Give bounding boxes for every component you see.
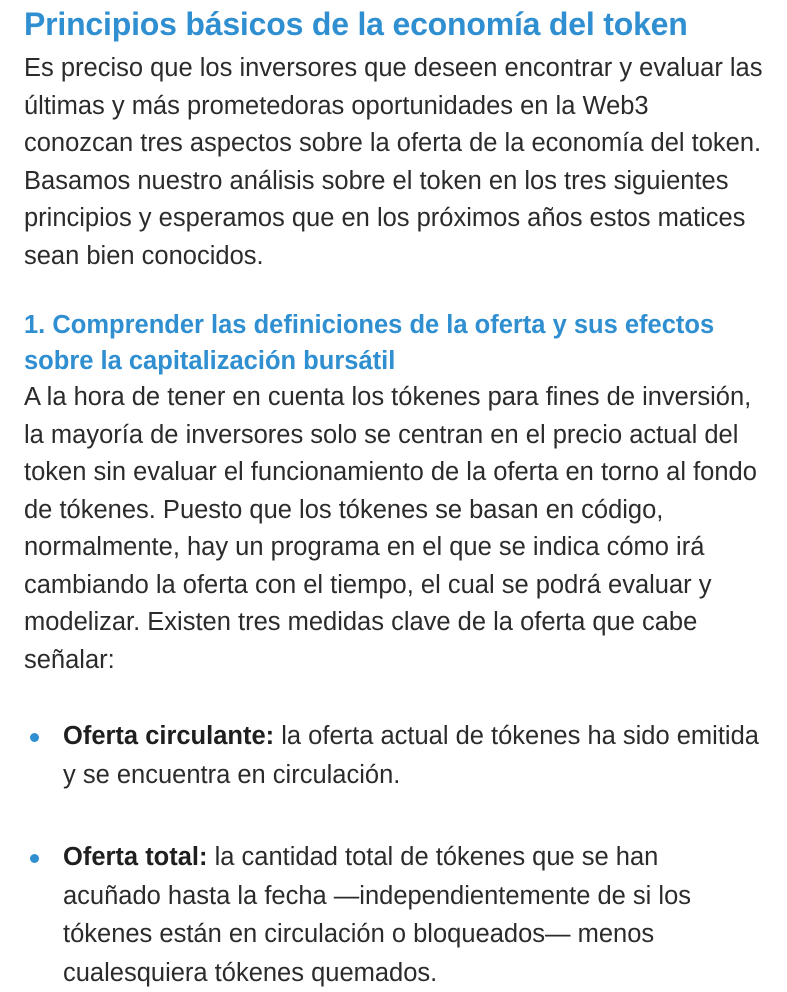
list-item-text: la oferta actual de tókenes ha sido emitida y se encuentra en circulación.: [63, 722, 759, 789]
list-item-total-supply: [24, 838, 763, 992]
bullet-icon: [30, 733, 39, 742]
page-title: Principios básicos de la economía del token: [24, 6, 688, 42]
list-item-text: la cantidad total de tókenes que se han acuñado hasta la fecha —independientemente de si los tókenes están en circulación o bloqueados— menos cualesquiera tókenes quemados.: [63, 843, 692, 987]
supply-measures-list: [24, 717, 763, 992]
list-item-term: Oferta total:: [63, 843, 208, 871]
intro-paragraph: Es preciso que los inversores que deseen encontrar y evaluar las últimas y más prometedoras oportunidades en la Web3 conozcan tres aspectos sobre la oferta de la economía del token. Basamos nuestro análisis sobre el token en los tres siguientes principios y esperamos que en los próximos años estos matices sean bien conocidos.: [24, 54, 763, 270]
list-item-term: Oferta circulante:: [63, 722, 275, 750]
section-paragraph: A la hora de tener en cuenta los tókenes para fines de inversión, la mayoría de inversores solo se centran en el precio actual del token sin evaluar el funcionamiento de la oferta en torno al fondo de tókenes. Puesto que los tókenes se basan en código, normalmente, hay un programa en el que se indica cómo irá cambiando la oferta con el tiempo, el cual se podrá evaluar y modelizar. Existen tres medidas clave de la oferta que cabe señalar:: [24, 383, 757, 674]
section-heading: 1. Comprender las definiciones de la oferta y sus efectos sobre la capitalización bursátil: [24, 311, 715, 375]
bullet-icon: [30, 854, 39, 863]
list-item-circulating-supply: [24, 717, 763, 794]
